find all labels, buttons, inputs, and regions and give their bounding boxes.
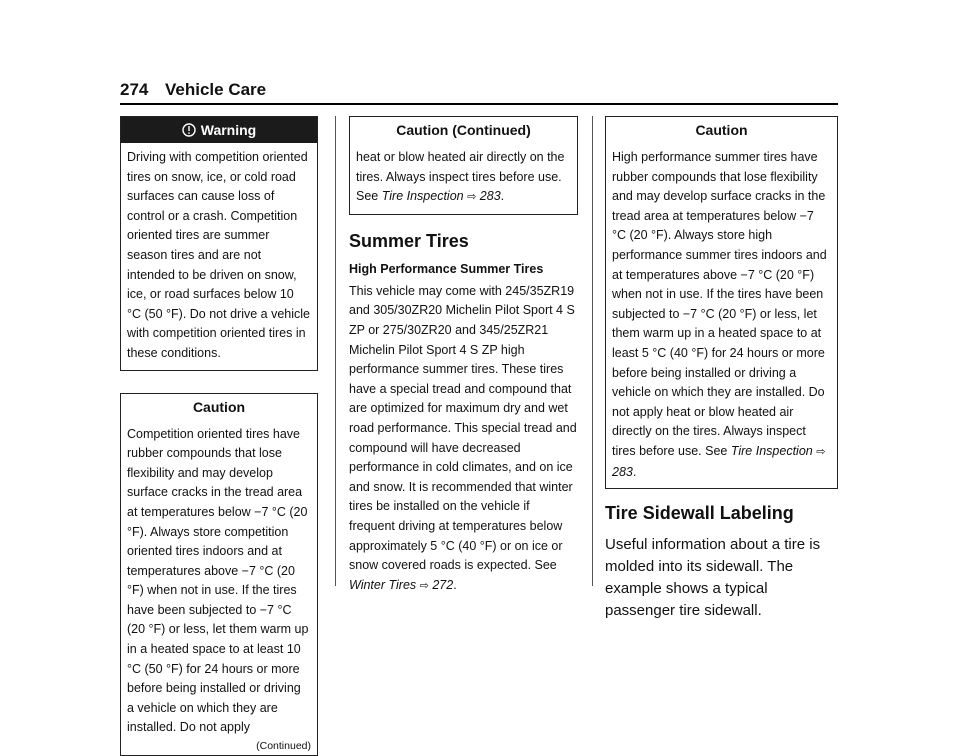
page-ref-arrow-icon: ⇨ <box>467 191 477 204</box>
section-title: Vehicle Care <box>165 80 267 99</box>
caution-text: Competition oriented tires have rubber compounds that lose flexibility and may develop surface cracks in the tread area at temperatures below −7 °C (20 °F). Always store competition oriented tires indoors and at temperatures above −7 °C (20 °F) when not in use. If the tires have been subjected to −7 °C (20 °F) or less, let them warm up in a heated space to at least 10 °C (50 °F) for 24 hours or more before being installed or driving a vehicle on which they are installed. Do not apply <box>127 426 309 735</box>
warning-box <box>120 116 318 371</box>
caution-title: Caution <box>192 398 246 415</box>
caution-continued-box <box>349 116 578 215</box>
tire-inspection-link[interactable]: Tire Inspection <box>381 189 464 204</box>
page-ref[interactable]: 272 <box>432 577 454 592</box>
page-ref[interactable]: 283 <box>479 189 501 204</box>
caution-continued-text: heat or blow heated air directly on the tires. Always inspect tires before use. See Tire Inspection ⇨ 283. <box>356 150 565 204</box>
warning-title: Warning <box>200 122 257 138</box>
caution-title: Caution <box>695 122 748 138</box>
tire-inspection-link[interactable]: Tire Inspection <box>730 443 813 458</box>
caution-box <box>120 393 318 756</box>
warning-text: Driving with competition oriented tires on snow, ice, or cold road surfaces can cause loss of control or a crash. Competition oriented tires are summer season tires and are not intended to be driven on snow, ice, or road surfaces below 10 °C (50 °F). Do not drive a vehicle with competition oriented tires in these conditions. <box>127 150 310 360</box>
continued-label: (Continued) <box>256 740 311 753</box>
caution-box-summer <box>605 116 838 489</box>
winter-tires-link[interactable]: Winter Tires <box>349 577 417 592</box>
caution-continued-title: Caution (Continued) <box>396 122 531 138</box>
page-number: 274 <box>120 80 149 99</box>
caution-continued-header <box>350 117 577 143</box>
header-rule <box>120 103 838 105</box>
column-left <box>120 116 318 756</box>
caution-header <box>121 394 317 420</box>
column-right <box>605 116 838 622</box>
warning-icon <box>182 123 196 137</box>
caution-text: High performance summer tires have rubber compounds that lose flexibility and may develop surface cracks in the tread area at temperatures below −7 °C (20 °F). Always store high performance summer tires indoors and at temperatures above −7 °C (20 °F) when not in use. If the tires have been subjected to −7 °C (20 °F) or less, let them warm up in a heated space to at least 5 °C (40 °F) for 24 hours or more before being installed or driving a vehicle on which they are installed. Do not apply heat or blow heated air directly on the tires. Always inspect tires before use. See Tire Inspection ⇨ 283. <box>612 150 827 479</box>
page-ref-arrow-icon: ⇨ <box>419 579 429 592</box>
summer-tires-text: This vehicle may come with 245/35ZR19 and 305/30ZR20 Michelin Pilot Sport 4 S ZP or 275/30ZR20 and 345/25ZR21 Michelin Pilot Sport 4 S ZP high performance summer tires. These tires have a special tread and compound that are optimized for maximum dry and wet road performance. This special tread and compound will have decreased performance in cold climates, and on ice and snow. It is recommended that winter tires be installed on the vehicle if frequent driving at temperatures below approximately 5 °C (40 °F) or on ice or snow covered roads is expected. See Winter Tires ⇨ 272. <box>349 283 577 592</box>
caution-header <box>606 117 837 143</box>
sidewall-text: Useful information about a tire is molded into its sidewall. The example shows a typical passenger tire sidewall. <box>605 536 821 620</box>
sidewall-heading: Tire Sidewall Labeling <box>605 503 794 524</box>
column-divider <box>592 116 593 586</box>
page-ref-arrow-icon: ⇨ <box>816 445 826 458</box>
column-middle <box>349 116 578 596</box>
warning-header <box>121 117 317 143</box>
summer-tires-heading: Summer Tires <box>349 230 469 251</box>
page-header <box>120 80 838 104</box>
page-ref[interactable]: 283 <box>612 464 633 479</box>
summer-tires-subheading: High Performance Summer Tires <box>349 261 544 276</box>
column-divider <box>335 116 336 586</box>
